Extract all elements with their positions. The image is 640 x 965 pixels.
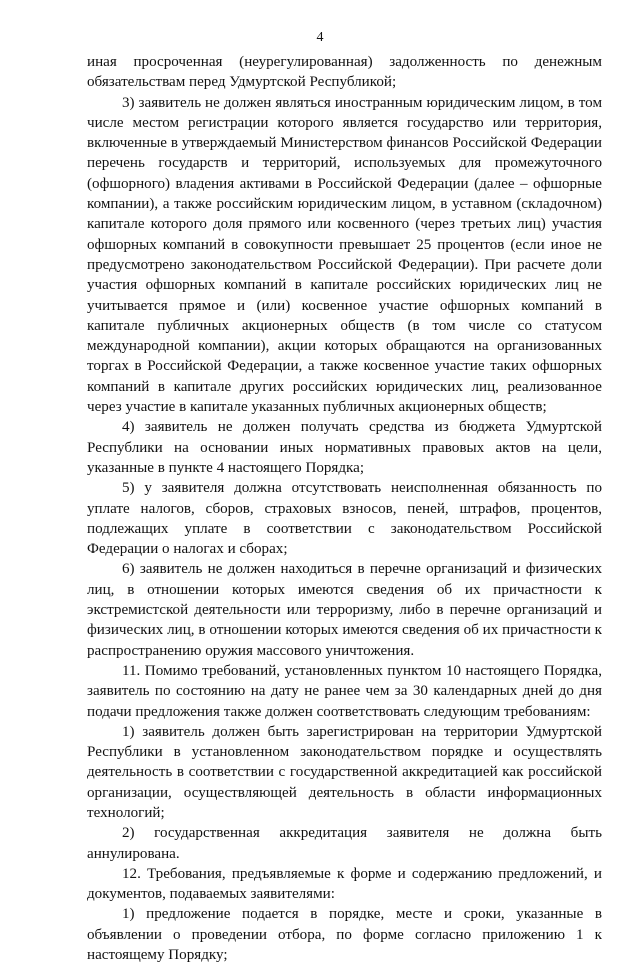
paragraph-section-12: 12. Требования, предъявляемые к форме и содержанию предложений, и документов, подаваемых заявителями: <box>87 865 602 903</box>
paragraph-section-12-item-1: 1) предложение подается в порядке, месте и сроки, указанные в объявлении о проведении отбора, по форме согласно приложению 1 к настоящему Порядку; <box>87 906 602 964</box>
paragraph-item-4: 4) заявитель не должен получать средства из бюджета Удмуртской Республики на основании иных нормативных правовых актов на цели, указанные в пункте 4 настоящего Порядка; <box>87 419 602 476</box>
paragraph-item-5: 5) у заявителя должна отсутствовать неисполненная обязанность по уплате налогов, сборов, страховых взносов, пеней, штрафов, процентов, подлежащих уплате в соответствии с законодательством Российской Федерации о налогах и сборах; <box>87 480 602 558</box>
paragraph-section-11-item-1: 1) заявитель должен быть зарегистрирован на территории Удмуртской Республики в установленном законодательством порядке и осуществлять деятельность в соответствии с государственной аккредитацией как российской организации, осуществляющей деятельность в области информационных технологий; <box>87 723 602 821</box>
paragraph-item-3: 3) заявитель не должен являться иностранным юридическим лицом, в том числе местом регистрации которого является государство или территория, включенные в утверждаемый Министерством финансов Российской Федерации перечень государств и территорий, используемых для промежуточного (офшорного) владения активами в Российской Федерации (далее – офшорные компании), а также российским юридическим лицом, в уставном (складочном) капитале которого доля прямого или косвенного (через третьих лиц) участия офшорных компаний в совокупности превышает 25 процентов (если иное не предусмотрено законодательством Российской Федерации). При расчете доли участия офшорных компаний в капитале российских юридических лиц не учитывается прямое и (или) косвенное участие офшорных компаний в капитале публичных акционерных обществ (в том числе со статусом международной компании), акции которых обращаются на организованных торгах в Российской Федерации, а также косвенное участие таких офшорных компаний в капитале других российских юридических лиц, реализованное через участие в капитале указанных публичных акционерных обществ; <box>87 94 602 416</box>
page-number: 4 <box>316 30 324 45</box>
paragraph-continuation: иная просроченная (неурегулированная) задолженность по денежным обязательствам перед Удмуртской Республикой; <box>87 54 602 91</box>
document-body <box>87 52 602 965</box>
paragraph-item-6: 6) заявитель не должен находиться в перечне организаций и физических лиц, в отношении которых имеются сведения об их причастности к экстремистской деятельности или терроризму, либо в перечне организаций и физических лиц, в отношении которых имеются сведения об их причастности к распространению оружия массового уничтожения. <box>87 561 602 659</box>
paragraph-section-11: 11. Помимо требований, установленных пунктом 10 настоящего Порядка, заявитель по состоянию на дату не ранее чем за 30 календарных дней до дня подачи предложения также должен соответствовать следующим требованиям: <box>87 662 602 720</box>
paragraph-section-11-item-2: 2) государственная аккредитация заявителя не должна быть аннулирована. <box>87 825 602 862</box>
